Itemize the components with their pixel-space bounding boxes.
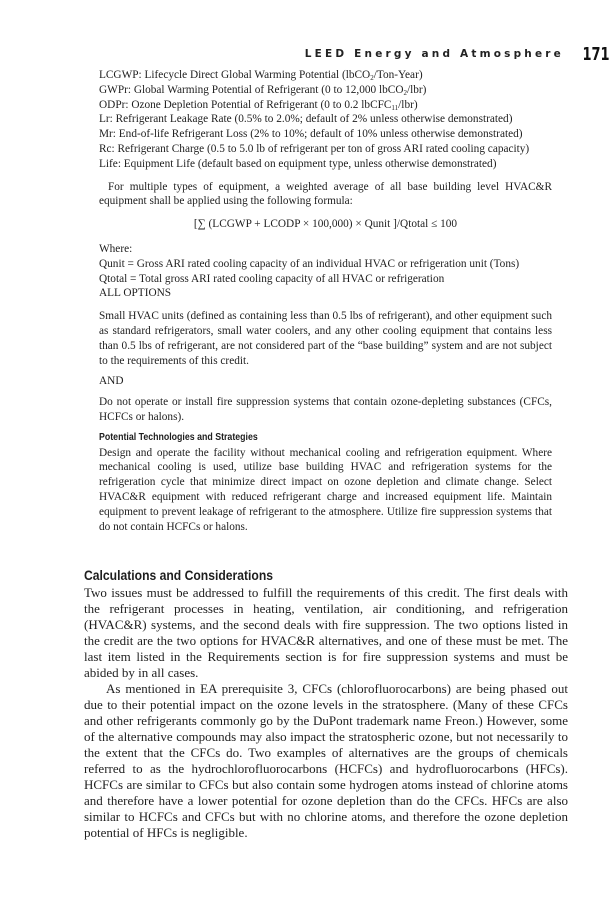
calculations-heading: Calculations and Considerations <box>84 568 274 583</box>
calculations-paragraph-2: As mentioned in EA prerequisite 3, CFCs (chlorofluorocarbons) are being phased out due to their potential impact on the ozone levels in the stratosphere. (Many of these CFCs and other refrigerants commonly go by the DuPont trademark name Freon.) However, some of the alternative compounds may also impact the stratospheric ozone, but not necessarily to the extent that the CFCs do. Two examples of alternatives are the groups of chemicals referred to as the hydrochlorofluorocarbons (HCFCs) and hydrofluorocarbons (HFCs). HCFCs are similar to CFCs but also contain some hydrogen atoms instead of chlorine atoms and therefore have a lower potential for ozone depletion than do the CFCs. HFCs are also similar to HCFCs and CFCs but with no chlorine atoms, and therefore the ozone depletion potential of HFCs is negligible. <box>84 681 568 840</box>
definition-life: Life: Equipment Life (default based on equipment type, unless otherwise demonstrated) <box>99 157 497 170</box>
qtotal-definition: Qtotal = Total gross ARI rated cooling capacity of all HVAC or refrigeration <box>99 272 445 285</box>
where-label: Where: <box>99 242 133 255</box>
all-options-label: ALL OPTIONS <box>99 287 172 300</box>
small-hvac-paragraph: Small HVAC units (defined as containing less than 0.5 lbs of refrigerant), and other equipment such as standard refrigerators, small water coolers, and any other cooling equipment that contains less than 0.5 lbs of refrigerant, are not considered part of the “base building” system and are not subject to the requirements of this credit. <box>99 310 552 367</box>
running-header <box>0 44 614 70</box>
calculations-section <box>84 568 568 841</box>
qunit-definition: Qunit = Gross ARI rated cooling capacity of an individual HVAC or refrigeration unit (Tons) <box>99 257 520 270</box>
definition-gwpr: GWPr: Global Warming Potential of Refrigerant (0 to 12,000 lbCO$_2$/lbr) <box>99 83 427 97</box>
definition-list <box>99 68 552 172</box>
multiple-equipment-paragraph: For multiple types of equipment, a weighted average of all base building level HVAC&R equipment shall be applied using the following formula: <box>99 180 552 208</box>
definition-mr: Mr: End-of-life Refrigerant Loss (2% to 10%; default of 10% unless otherwise demonstrated) <box>99 128 523 141</box>
weighted-average-formula: [∑ (LCGWP + LCODP × 100,000) × Qunit ]/Qtotal ≤ 100 <box>193 218 458 231</box>
potential-technologies-heading: Potential Technologies and Strategies <box>99 431 258 443</box>
and-label: AND <box>99 375 124 388</box>
page-number: 171 <box>582 44 610 65</box>
requirements-block <box>99 68 552 534</box>
potential-technologies-paragraph: Design and operate the facility without mechanical cooling and refrigeration equipment. Where mechanical cooling is used, utilize base building HVAC and refrigeration systems for the refrigeration cycle that minimize direct impact on ozone depletion and climate change. Select HVAC&R equipment with reduced refrigerant charge and increased equipment life. Maintain equipment to prevent leakage of refrigerant to the atmosphere. Utilize fire suppression systems that do not contain HCFCs or halons. <box>99 446 552 533</box>
fire-suppression-paragraph: Do not operate or install fire suppression systems that contain ozone-depleting substances (CFCs, HCFCs or halons). <box>99 396 552 423</box>
running-title: LEED Energy and Atmosphere <box>304 48 564 60</box>
definition-lr: Lr: Refrigerant Leakage Rate (0.5% to 2.0%; default of 2% unless otherwise demonstrated) <box>99 113 513 126</box>
calculations-paragraph-1: Two issues must be addressed to fulfill the requirements of this credit. The first deals with the refrigerant processes in heating, ventilation, air conditioning, and refrigeration (HVAC&R) systems, and the second deals with fire suppression. The two options listed in the credit are the two options for HVAC&R alternatives, and one of these must be met. The last item listed in the Requirements section is for fire suppression systems and must be abided by in all cases. <box>84 585 568 680</box>
definition-lcgwp: LCGWP: Lifecycle Direct Global Warming Potential (lbCO$_2$/Ton-Year) <box>99 69 423 82</box>
definition-odpr: ODPr: Ozone Depletion Potential of Refrigerant (0 to 0.2 lbCFC$_{11}$/lbr) <box>99 98 418 112</box>
definition-rc: Rc: Refrigerant Charge (0.5 to 5.0 lb of refrigerant per ton of gross ARI rated cooling capacity) <box>99 142 530 155</box>
